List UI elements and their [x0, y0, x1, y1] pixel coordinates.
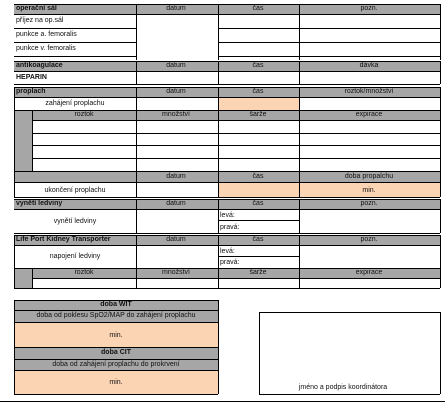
vyneti-col-time: čas [252, 200, 264, 207]
rule [14, 110, 440, 111]
rule [440, 4, 441, 60]
vyneti-right-label: pravá: [220, 224, 240, 231]
rule [32, 268, 33, 288]
rule [32, 120, 440, 121]
rule [299, 235, 300, 288]
end-col-date: datum [166, 173, 186, 180]
operacni-sal-col-time: čas [252, 5, 264, 12]
transporter-side-bar [14, 268, 32, 288]
transporter-left-label: levá: [220, 248, 235, 255]
proplach-col-amount: roztok/množství [344, 88, 394, 95]
rule [218, 4, 219, 60]
rule [259, 312, 260, 394]
rule [440, 199, 441, 233]
transporter-col-date: datum [166, 236, 186, 243]
sub-col-roztok: roztok [74, 111, 94, 118]
rule [218, 87, 219, 197]
rule [32, 110, 33, 171]
rule [14, 209, 440, 210]
page-bottom-rule [0, 401, 445, 402]
rule [218, 235, 219, 288]
rule [14, 322, 218, 323]
rule [136, 4, 137, 60]
rule [218, 199, 219, 233]
rule [136, 235, 137, 288]
rule [14, 97, 440, 98]
operacni-sal-col-date: datum [166, 5, 186, 12]
tr-sub-col-roztok: roztok [74, 269, 94, 276]
rule [14, 359, 218, 360]
rule [14, 197, 440, 198]
start-time-highlight [218, 97, 299, 110]
rule [14, 300, 15, 394]
rule [259, 394, 440, 395]
rule [136, 199, 137, 233]
cit-heading: doba CIT [101, 349, 131, 356]
rule [136, 87, 137, 197]
transporter-heading: Life Port Kidney Transporter [16, 236, 111, 243]
vyneti-ledviny-label: vynětí ledviny [53, 218, 97, 225]
rule [14, 310, 218, 311]
rule [218, 56, 440, 57]
row-prijezd: příjez na op.sál [16, 17, 64, 24]
rule [299, 4, 300, 60]
rule [14, 171, 440, 172]
sub-col-expirace: expirace [355, 111, 383, 118]
rule [440, 61, 441, 84]
antikoagulace-heading: antikoagulace [16, 62, 63, 69]
rule [14, 347, 218, 348]
rule [14, 288, 440, 289]
vyneti-heading: vynětí ledviny [16, 200, 63, 207]
rule [14, 370, 218, 371]
vyneti-col-date: datum [166, 200, 186, 207]
antikoagulace-col-dose: dávka [359, 62, 379, 69]
vyneti-col-note: pozn. [360, 200, 378, 207]
cit-unit: min. [109, 379, 123, 386]
rule [440, 235, 441, 288]
end-duration-unit: min. [362, 187, 376, 194]
proplach-side-bar [14, 110, 32, 171]
proplach-col-time: čas [252, 88, 264, 95]
rule [14, 87, 15, 197]
rule [218, 42, 440, 43]
tr-sub-col-sarze: šarže [249, 269, 267, 276]
rule [32, 278, 440, 279]
zahajeni-proplachu-label: zahájení proplachu [45, 100, 105, 107]
rule [259, 312, 440, 313]
rule [14, 394, 218, 395]
rule [14, 199, 440, 200]
rule [299, 87, 300, 197]
rule [218, 256, 299, 257]
rule [218, 61, 219, 84]
sub-col-sarze: šarže [249, 111, 267, 118]
rule [32, 145, 440, 146]
row-heparin: HEPARIN [16, 74, 47, 81]
transporter-right-label: pravá: [220, 259, 240, 266]
rule [14, 235, 440, 236]
tr-sub-col-mnozstvi: množství [161, 269, 191, 276]
rule [14, 56, 136, 57]
proplach-col-date: datum [166, 88, 186, 95]
tr-sub-col-expirace: expirace [355, 269, 383, 276]
vyneti-left-label: levá: [220, 212, 235, 219]
rule [14, 61, 440, 62]
rule [14, 233, 440, 234]
coordinator-signature-label: jméno a podpis koordinátora [298, 384, 388, 391]
rule [14, 87, 440, 88]
transporter-col-time: čas [252, 236, 264, 243]
transporter-col-note: pozn. [360, 236, 378, 243]
operacni-sal-heading: operační sál [16, 5, 57, 12]
end-highlight [218, 182, 440, 197]
rule [14, 268, 440, 269]
cit-description: doba od zahájení proplachu do prokrvení [52, 361, 180, 368]
end-col-duration: doba propalchu [344, 173, 394, 180]
rule [14, 71, 440, 72]
rule [218, 300, 219, 394]
napojeni-ledviny-label: napojení ledviny [49, 253, 101, 260]
rule [440, 312, 441, 394]
wit-heading: doba WIT [100, 301, 132, 308]
operacni-sal-col-note: pozn. [360, 5, 378, 12]
ukonceni-proplachu-label: ukončení proplachu [44, 187, 106, 194]
row-punkce-v-femoralis: punkce v. femoralis [16, 45, 76, 52]
rule [14, 28, 136, 29]
rule [14, 235, 15, 288]
rule [32, 158, 440, 159]
rule [14, 182, 440, 183]
row-punkce-a-femoralis: punkce a. femoralis [16, 31, 77, 38]
wit-unit: min. [109, 332, 123, 339]
wit-description: doba od poklesu SpO2/MAP do zahájení proplachu [36, 312, 196, 319]
rule [440, 87, 441, 197]
rule [218, 28, 440, 29]
rule [136, 61, 137, 84]
rule [14, 245, 440, 246]
rule [218, 220, 299, 221]
rule [14, 14, 440, 15]
rule [32, 133, 440, 134]
sub-col-mnozstvi: množství [161, 111, 191, 118]
end-col-time: čas [252, 173, 264, 180]
rule [14, 42, 136, 43]
proplach-heading: proplach [16, 88, 46, 95]
rule [299, 61, 300, 84]
rule [14, 84, 440, 85]
rule [299, 199, 300, 233]
antikoagulace-col-date: datum [166, 62, 186, 69]
rule [14, 4, 440, 5]
antikoagulace-col-time: čas [252, 62, 264, 69]
rule [14, 300, 218, 301]
